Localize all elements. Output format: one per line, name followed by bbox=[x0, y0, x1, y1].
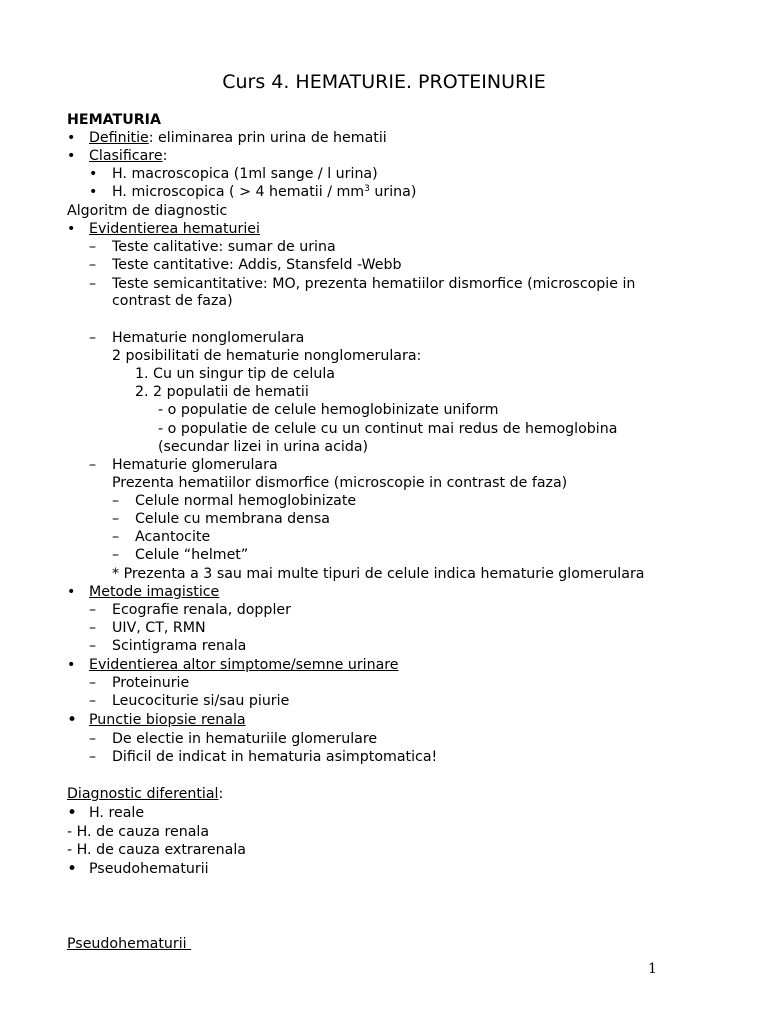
population-1: - o populatie de celule hemoglobinizate uniform bbox=[158, 402, 499, 418]
population-2: - o populatie de celule cu un continut mai redus de hemoglobina bbox=[158, 421, 618, 437]
diagnostic-diferential-heading: Diagnostic diferential: bbox=[67, 786, 224, 802]
option-1: 1. Cu un singur tip de celula bbox=[135, 366, 335, 382]
note-text: * Prezenta a 3 sau mai multe tipuri de celule indica hematurie glomerulara bbox=[112, 566, 645, 582]
page-title: Curs 4. HEMATURIE. PROTEINURIE bbox=[222, 71, 546, 93]
page-number: 1 bbox=[648, 961, 657, 977]
pseudohematurii-heading: Pseudohematurii bbox=[67, 936, 192, 952]
dash: – bbox=[89, 457, 97, 473]
bullet: • bbox=[89, 166, 98, 182]
bullet: • bbox=[67, 148, 76, 164]
bullet: • bbox=[67, 859, 78, 879]
bullet: • bbox=[67, 584, 76, 600]
bullet: • bbox=[67, 710, 78, 730]
dash: – bbox=[89, 602, 97, 618]
definitie-text: : eliminarea prin urina de hematii bbox=[148, 130, 387, 146]
bullet: • bbox=[89, 184, 98, 200]
bullet: • bbox=[67, 803, 78, 823]
clasificare-label: Clasificare bbox=[89, 148, 163, 164]
dash: – bbox=[112, 529, 120, 545]
bullet: • bbox=[67, 221, 76, 237]
definitie-label: Definitie bbox=[89, 130, 149, 146]
population-2-continued: (secundar lizei in urina acida) bbox=[158, 439, 369, 455]
cauza-renala: - H. de cauza renala bbox=[67, 824, 210, 840]
dash: – bbox=[89, 620, 97, 636]
dash: – bbox=[89, 276, 97, 292]
dash: – bbox=[89, 675, 97, 691]
option-2: 2. 2 populatii de hematii bbox=[135, 384, 309, 400]
dash: – bbox=[89, 749, 97, 765]
document-page: Curs 4. HEMATURIE. PROTEINURIE HEMATURIA • Definitie: eliminarea prin urina de hematii • Clasificare: • H. macroscopica (1ml sange / l urina) • H. microscopica ( > 4 hematii / $mm^3$ urina) Algoritm de diagnostic • Evidentierea hematuriei – Teste calitative: sumar de urina – Teste cantitative: Addis, Stansfeld -Webb – Teste semicantitative: MO, prezenta hematiilor dismorfice (microscopie in contrast de faza) – Hematurie nonglomerulara 2 posibilitati de hematurie nonglomerulara: 1. Cu un singur tip de celula 2. 2 populatii de hematii - o populatie de celule hemoglobinizate uniform - o populatie de celule cu un continut mai redus de hemoglobina (secundar lizei in urina acida) – Hematurie glomerulara Prezenta hematiilor dismorfice (microscopie in contrast de faza) – Celule normal hemoglobinizate – Celule cu membrana densa – Acantocite – Celule “helmet” * Prezenta a 3 sau mai multe tipuri de celule indica hematurie glomerulara • Metode imagistice – Ecografie renala, doppler – UIV, CT, RMN – Scintigrama renala • Evidentierea altor simptome/semne urinare – Proteinurie – Leucociturie si/sau piurie • Punctie biopsie renala – De electie in hematuriile glomerulare – Dificil de indicat in hematuria asimptomatica! Diagnostic diferential: • H. reale - H. de cauza renala - H. de cauza extrarenala • Pseudohematurii Pseudohematurii 1 bbox=[0, 0, 768, 1024]
teste-semicantitative-continued: contrast de faza) bbox=[112, 293, 233, 309]
dash: – bbox=[89, 693, 97, 709]
dash: – bbox=[89, 239, 97, 255]
dash: – bbox=[89, 638, 97, 654]
dash: – bbox=[112, 493, 120, 509]
section-heading-hematuria: HEMATURIA bbox=[67, 112, 161, 128]
cauza-extrarenala: - H. de cauza extrarenala bbox=[67, 842, 246, 858]
dash: – bbox=[112, 547, 120, 563]
bullet: • bbox=[67, 657, 76, 673]
posibilitati-text: 2 posibilitati de hematurie nonglomerulara: bbox=[112, 348, 422, 364]
dash: – bbox=[89, 257, 97, 273]
prezenta-text: Prezenta hematiilor dismorfice (microscopie in contrast de faza) bbox=[112, 475, 568, 491]
bullet: • bbox=[67, 130, 76, 146]
dash: – bbox=[112, 511, 120, 527]
dash: – bbox=[89, 330, 97, 346]
dash: – bbox=[89, 731, 97, 747]
algoritm-heading: Algoritm de diagnostic bbox=[67, 203, 228, 219]
